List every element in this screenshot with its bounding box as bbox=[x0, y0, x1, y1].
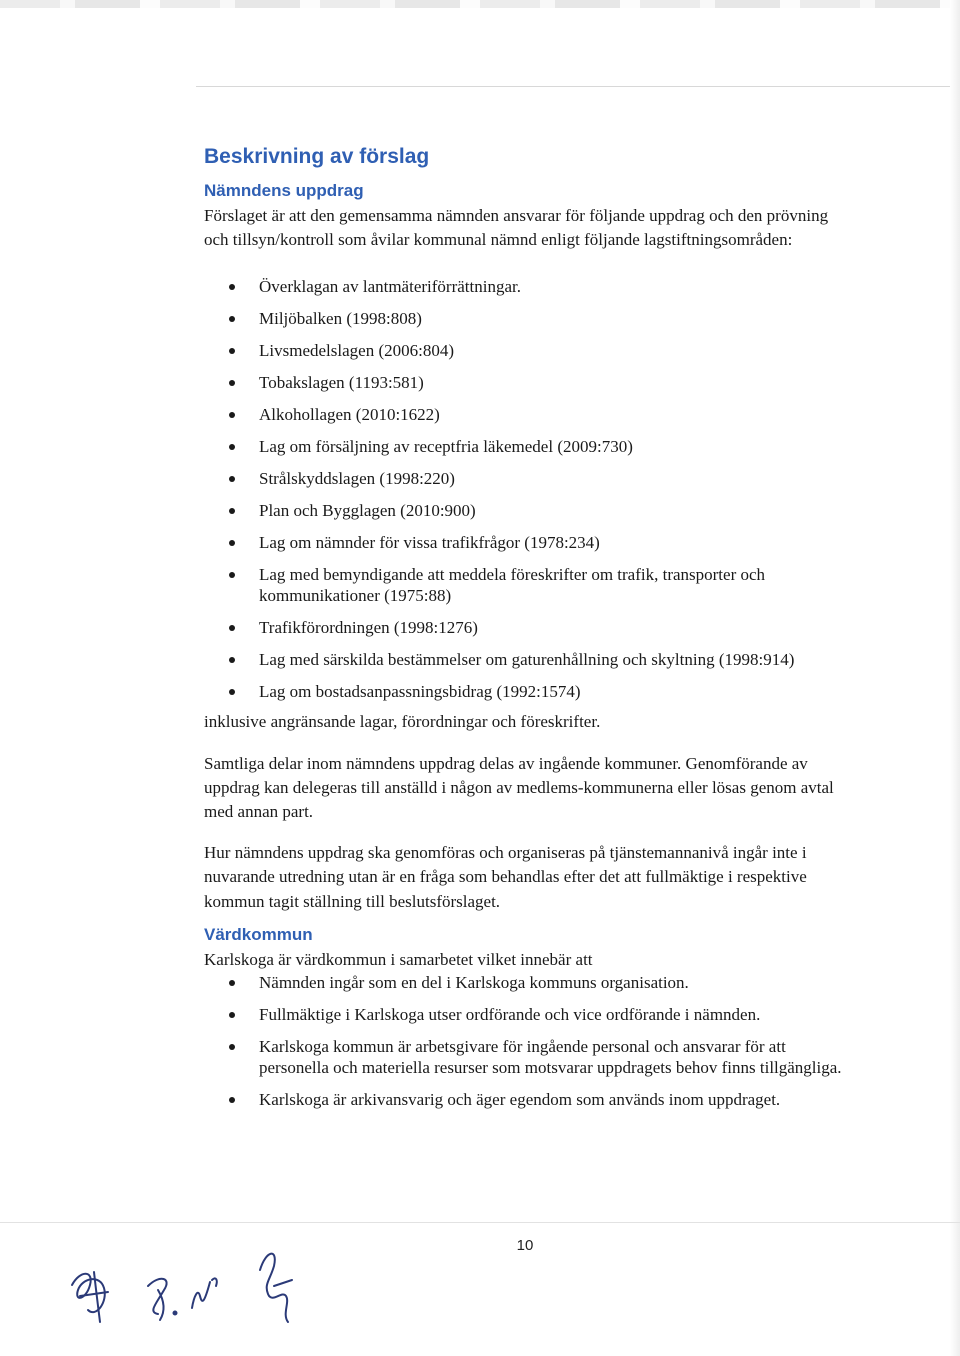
document-body bbox=[204, 140, 854, 1121]
scan-border-top bbox=[0, 0, 960, 8]
list-item: Lag om bostadsanpassningsbidrag (1992:1574) bbox=[229, 681, 854, 702]
intro-paragraph: Förslaget är att den gemensamma nämnden ansvarar för följande uppdrag och den prövning och tillsyn/kontroll som åvilar kommunal nämnd enligt följande lagstiftningsområden: bbox=[204, 206, 829, 250]
footer-rule bbox=[0, 1222, 960, 1223]
list-item: Karlskoga kommun är arbetsgivare för ingående personal och ansvarar för att personella och materiella resurser som motsvarar uppdragets behov finns tillgängliga. bbox=[229, 1036, 854, 1078]
signature-initials bbox=[60, 1230, 330, 1340]
subheading-namndens-uppdrag: Nämndens uppdrag bbox=[204, 181, 364, 200]
list-item: Lag med bemyndigande att meddela föreskrifter om trafik, transporter och kommunikationer (1975:88) bbox=[229, 564, 854, 606]
section-title: Beskrivning av förslag bbox=[204, 145, 430, 168]
list-item: Miljöbalken (1998:808) bbox=[229, 308, 854, 329]
list-item: Alkohollagen (2010:1622) bbox=[229, 404, 854, 425]
subheading-vardkommun: Värdkommun bbox=[204, 924, 313, 944]
list-item: Tobakslagen (1193:581) bbox=[229, 372, 854, 393]
list-footnote: inklusive angränsande lagar, förordningar och föreskrifter. bbox=[204, 712, 601, 732]
list-item: Fullmäktige i Karlskoga utser ordförande och vice ordförande i nämnden. bbox=[229, 1004, 854, 1025]
list-item: Nämnden ingår som en del i Karlskoga kommuns organisation. bbox=[229, 972, 854, 993]
list-item: Lag om försäljning av receptfria läkemedel (2009:730) bbox=[229, 436, 854, 457]
list-item: Överklagan av lantmäteriförrättningar. bbox=[229, 276, 854, 297]
paragraph-organisation: Hur nämndens uppdrag ska genomföras och organiseras på tjänstemannanivå ingår inte i nuvarande utredning utan är en fråga som behandlas efter det att fullmäktige i respektive kommun tagit ställning till beslutsförslaget. bbox=[204, 843, 807, 911]
scan-border-right bbox=[950, 0, 960, 1356]
list-item: Karlskoga är arkivansvarig och äger egendom som används inom uppdraget. bbox=[229, 1089, 854, 1110]
list-item: Strålskyddslagen (1998:220) bbox=[229, 468, 854, 489]
list-item: Plan och Bygglagen (2010:900) bbox=[229, 500, 854, 521]
page-number: 10 bbox=[516, 1237, 534, 1254]
list-item: Livsmedelslagen (2006:804) bbox=[229, 340, 854, 361]
vardkommun-list bbox=[204, 972, 854, 1110]
law-list bbox=[204, 276, 854, 702]
list-item: Lag om nämnder för vissa trafikfrågor (1978:234) bbox=[229, 532, 854, 553]
list-item: Trafikförordningen (1998:1276) bbox=[229, 617, 854, 638]
paragraph-delegation: Samtliga delar inom nämndens uppdrag delas av ingående kommuner. Genomförande av uppdrag kan delegeras till anställd i någon av medlems-kommunerna eller lösas genom avtal med annan part. bbox=[204, 753, 834, 822]
vardkommun-intro: Karlskoga är värdkommun i samarbetet vilket innebär att bbox=[204, 949, 593, 969]
list-item: Lag med särskilda bestämmelser om gaturenhållning och skyltning (1998:914) bbox=[229, 649, 854, 670]
header-rule bbox=[196, 86, 960, 87]
